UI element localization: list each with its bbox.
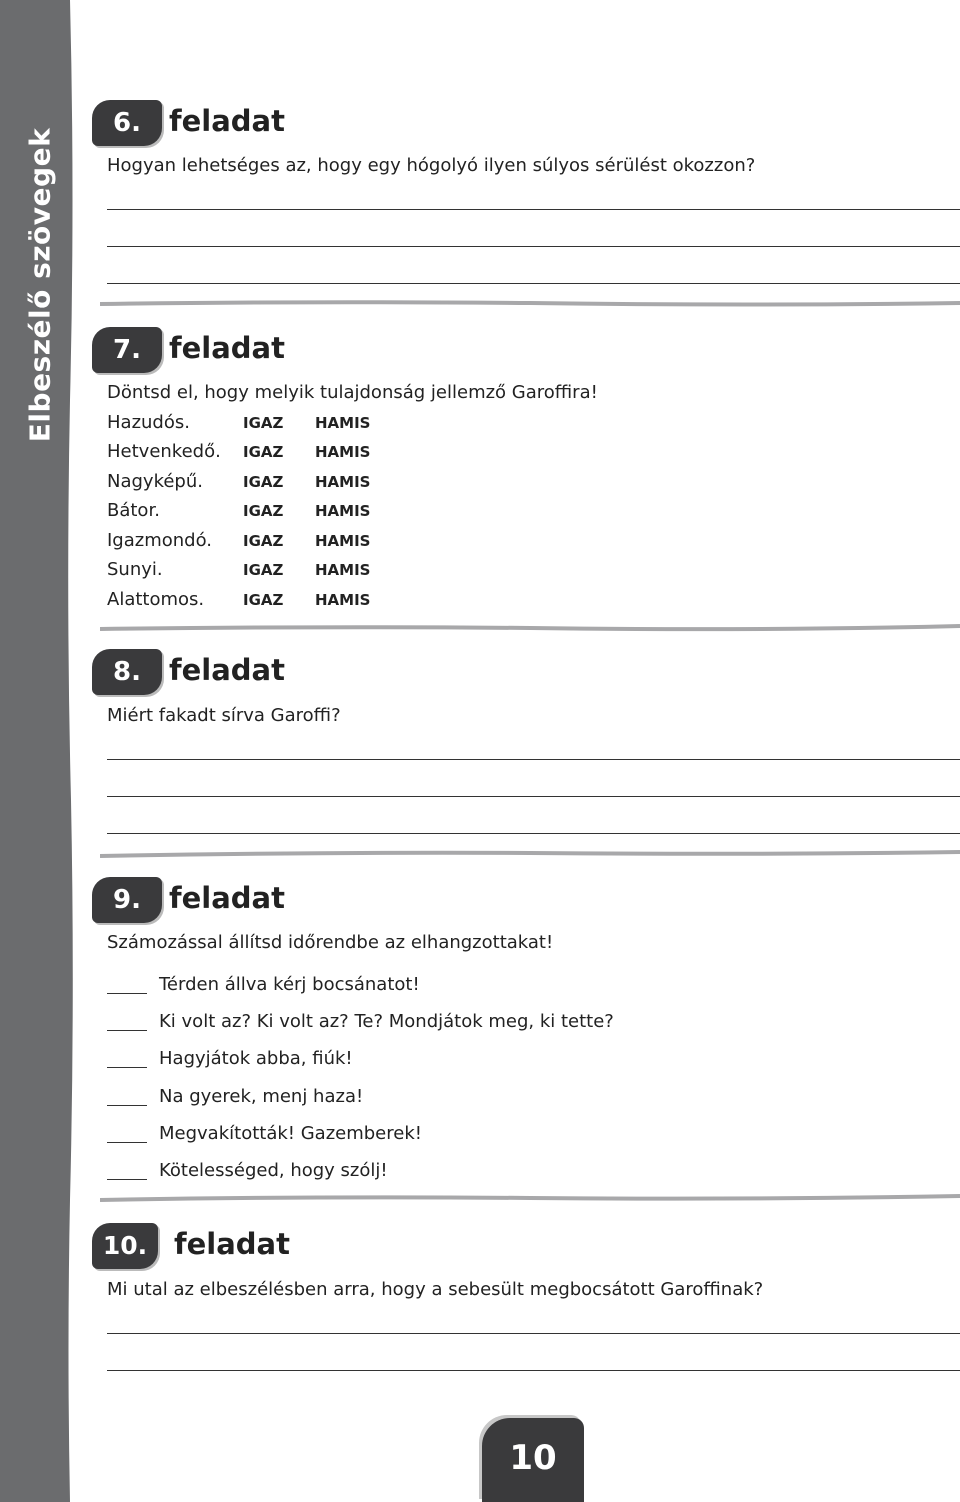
task-8-question: Miért fakadt sírva Garoffi?	[107, 705, 341, 726]
task-6-title: feladat	[169, 104, 285, 138]
ordering-text: Megvakították! Gazemberek!	[159, 1123, 422, 1144]
task-8-badge: 8.	[92, 649, 162, 695]
trait-label: Sunyi.	[107, 559, 163, 580]
false-option[interactable]: HAMIS	[315, 443, 371, 461]
task-10-title: feladat	[174, 1227, 290, 1261]
false-option[interactable]: HAMIS	[315, 591, 371, 609]
order-number-blank[interactable]	[107, 1142, 147, 1143]
task-6-badge: 6.	[92, 100, 162, 146]
section-separator	[100, 1192, 960, 1204]
false-option[interactable]: HAMIS	[315, 414, 371, 432]
task-10-badge: 10.	[92, 1223, 158, 1269]
section-separator	[100, 298, 960, 310]
false-option[interactable]: HAMIS	[315, 532, 371, 550]
ordering-text: Ki volt az? Ki volt az? Te? Mondjátok meg, ki tette?	[159, 1011, 614, 1032]
task-7-badge: 7.	[92, 327, 162, 373]
true-option[interactable]: IGAZ	[243, 591, 284, 609]
answer-line[interactable]	[107, 246, 960, 247]
order-number-blank[interactable]	[107, 1067, 147, 1068]
sidebar-title: Elbeszélő szövegek	[23, 127, 57, 443]
task-7-title: feladat	[169, 331, 285, 365]
task-9-question: Számozással állítsd időrendbe az elhangzottakat!	[107, 932, 554, 953]
task-9-title: feladat	[169, 881, 285, 915]
task-6-question: Hogyan lehetséges az, hogy egy hógolyó ilyen súlyos sérülést okozzon?	[107, 155, 756, 176]
trait-label: Alattomos.	[107, 589, 205, 610]
section-separator	[100, 848, 960, 860]
answer-line[interactable]	[107, 283, 960, 284]
order-number-blank[interactable]	[107, 1105, 147, 1106]
order-number-blank[interactable]	[107, 1179, 147, 1180]
trait-label: Igazmondó.	[107, 530, 213, 551]
answer-line[interactable]	[107, 1333, 960, 1334]
ordering-text: Térden állva kérj bocsánatot!	[159, 974, 420, 995]
false-option[interactable]: HAMIS	[315, 561, 371, 579]
task-9-badge: 9.	[92, 877, 162, 923]
false-option[interactable]: HAMIS	[315, 473, 371, 491]
sidebar-wavy-edge	[66, 0, 76, 1502]
task-10-question: Mi utal az elbeszélésben arra, hogy a sebesült megbocsátott Garoffinak?	[107, 1279, 764, 1300]
section-separator	[100, 622, 960, 634]
order-number-blank[interactable]	[107, 993, 147, 994]
trait-label: Bátor.	[107, 500, 160, 521]
answer-line[interactable]	[107, 796, 960, 797]
answer-line[interactable]	[107, 833, 960, 834]
trait-label: Nagyképű.	[107, 471, 203, 492]
trait-label: Hazudós.	[107, 412, 190, 433]
ordering-text: Na gyerek, menj haza!	[159, 1086, 364, 1107]
trait-label: Hetvenkedő.	[107, 441, 221, 462]
answer-line[interactable]	[107, 209, 960, 210]
true-option[interactable]: IGAZ	[243, 561, 284, 579]
answer-line[interactable]	[107, 759, 960, 760]
true-option[interactable]: IGAZ	[243, 532, 284, 550]
true-option[interactable]: IGAZ	[243, 502, 284, 520]
ordering-text: Hagyjátok abba, fiúk!	[159, 1048, 353, 1069]
false-option[interactable]: HAMIS	[315, 502, 371, 520]
page-number: 10	[482, 1418, 584, 1502]
ordering-text: Kötelességed, hogy szólj!	[159, 1160, 388, 1181]
true-option[interactable]: IGAZ	[243, 414, 284, 432]
task-8-title: feladat	[169, 653, 285, 687]
order-number-blank[interactable]	[107, 1030, 147, 1031]
task-7-question: Döntsd el, hogy melyik tulajdonság jellemző Garoffira!	[107, 382, 598, 403]
answer-line[interactable]	[107, 1370, 960, 1371]
true-option[interactable]: IGAZ	[243, 443, 284, 461]
true-option[interactable]: IGAZ	[243, 473, 284, 491]
